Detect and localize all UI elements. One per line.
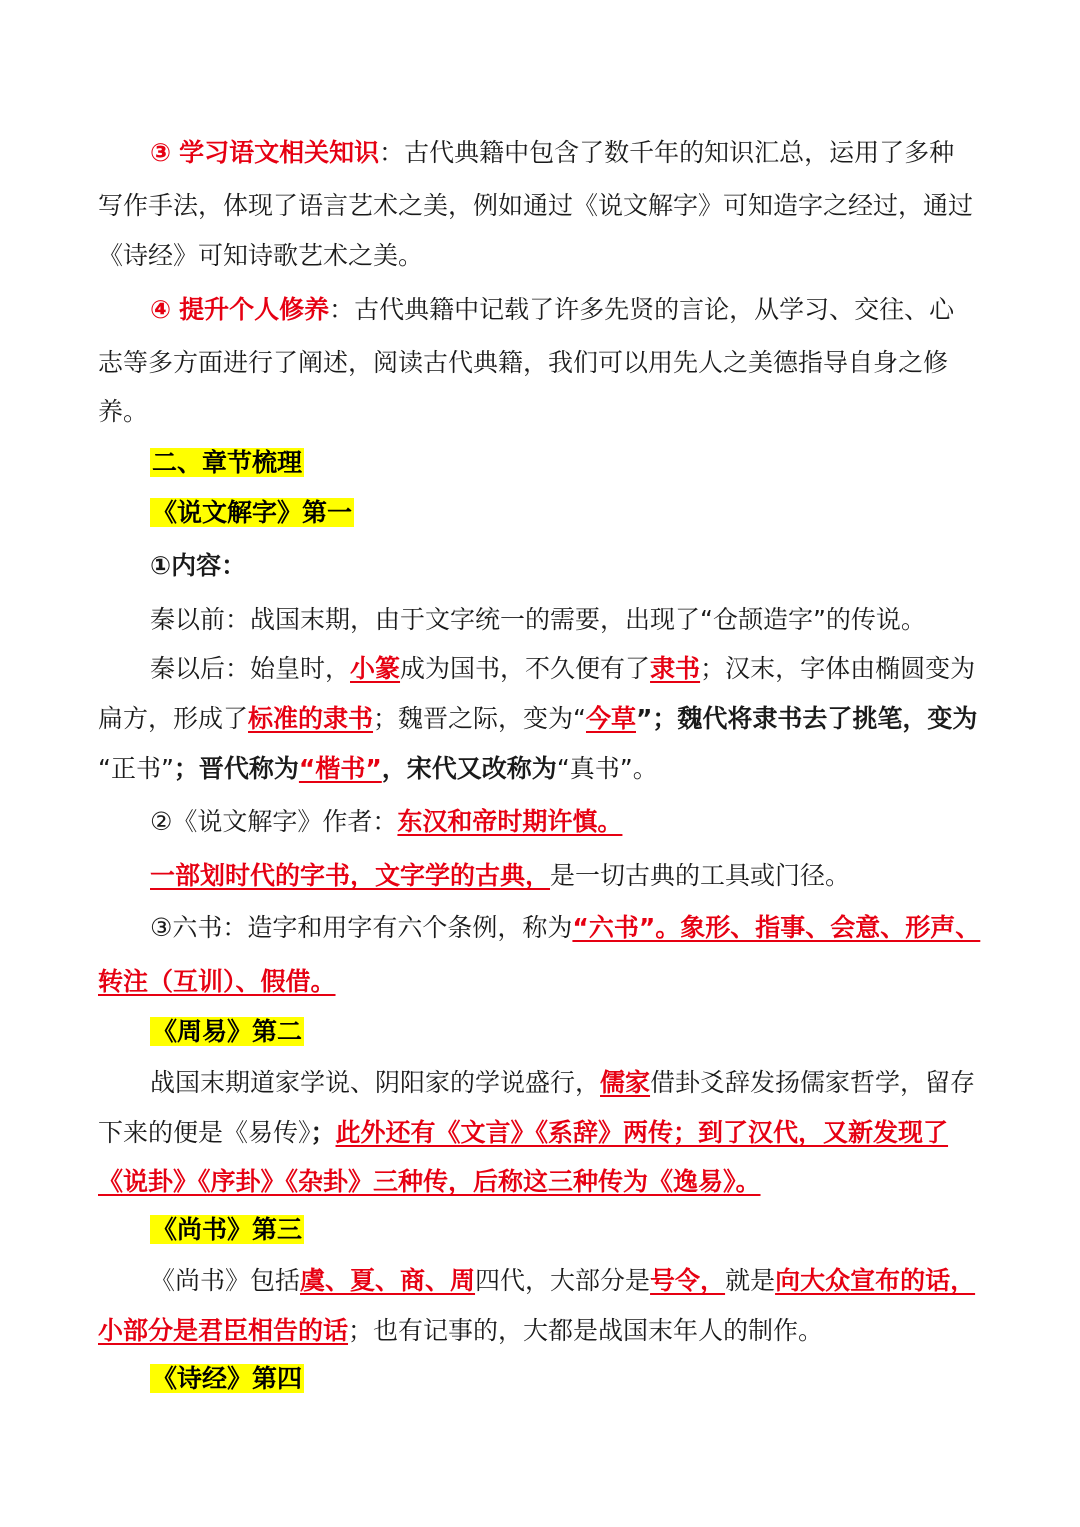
body-text: 就是: [725, 1266, 776, 1295]
paragraph-line: [150, 806, 622, 838]
keyword: “六书”。象形、指事、会意、形声、: [572, 913, 981, 942]
body-text: 志等多方面进行了阐述，阅读古代典籍，我们可以用先人之美德指导自身之修: [98, 348, 949, 377]
keyword: 号令，: [650, 1266, 726, 1295]
keyword: 小篆: [350, 654, 401, 683]
body-text: 借卦爻辞发扬儒家哲学，留存: [650, 1068, 976, 1097]
body-text: 成为国书，不久便有了: [400, 654, 651, 683]
highlighted-heading: 《说文解字》第一: [152, 498, 353, 527]
body-text: ②《说文解字》作者：: [150, 807, 398, 836]
keyword: 小部分是君臣相告的话: [98, 1316, 349, 1345]
paragraph-line: [150, 912, 980, 944]
paragraph-line: [98, 347, 948, 379]
paragraph-line: [150, 604, 926, 636]
paragraph-line: [98, 240, 423, 272]
keyword: 一部划时代的字书，文字学的古典，: [150, 861, 551, 890]
keyword: 今草: [585, 704, 636, 733]
keyword: 隶书: [650, 654, 701, 683]
body-text: 扁方，形成了: [98, 704, 249, 733]
highlighted-heading: 《诗经》第四: [152, 1364, 303, 1393]
body-text: 《尚书》包括: [150, 1266, 301, 1295]
paragraph-line: [98, 1315, 823, 1347]
chapter-heading: [150, 1214, 304, 1246]
list-number: ④: [150, 295, 172, 324]
keyword: “楷书”: [298, 754, 382, 783]
paragraph-line: [98, 1117, 948, 1149]
highlighted-heading: 《周易》第二: [152, 1017, 303, 1046]
paragraph-line: [98, 753, 658, 785]
paragraph-line: [98, 1166, 761, 1198]
body-text: 战国末期道家学说、阴阳家的学说盛行，: [150, 1068, 601, 1097]
body-text: 秦以前：战国末期，由于文字统一的需要，出现了“仓颉造字”的传说。: [150, 605, 926, 634]
point-title: 提升个人修养: [179, 295, 330, 324]
keyword: 标准的隶书: [248, 704, 374, 733]
bold-text: ；: [310, 1118, 336, 1147]
section-heading: [150, 447, 304, 479]
body-text: 下来的便是《易传》: [98, 1118, 311, 1147]
paragraph-line: [98, 190, 973, 222]
content-label-text: ①内容：: [150, 551, 247, 580]
keyword: 转注（互训）、假借。: [98, 967, 336, 996]
body-text: 四代，大部分是: [475, 1266, 651, 1295]
highlighted-heading: 《尚书》第三: [152, 1215, 303, 1244]
paragraph-line: [150, 1265, 975, 1297]
body-text: “正书”: [98, 754, 174, 783]
content-label: [150, 550, 246, 582]
highlighted-heading: 二、章节梳理: [152, 448, 303, 477]
list-number: ③: [150, 138, 172, 167]
keyword: 此外还有《文言》《系辞》两传；到了汉代，又新发现了: [335, 1118, 949, 1147]
paragraph-line: [150, 860, 850, 892]
paragraph-line: [150, 294, 954, 326]
bold-text: ，宋代又改称为: [381, 754, 557, 783]
body-text: 是一切古典的工具或门径。: [550, 861, 851, 890]
body-text: ；也有记事的，大都是战国末年人的制作。: [348, 1316, 824, 1345]
body-text: “真书”。: [556, 754, 658, 783]
body-text: ；魏晋之际，变为“: [373, 704, 586, 733]
body-text: 《诗经》可知诗歌艺术之美。: [98, 241, 424, 270]
chapter-heading: [150, 497, 354, 529]
paragraph-line: [150, 137, 954, 169]
body-text: 秦以后：始皇时，: [150, 654, 351, 683]
body-text: ：古代典籍中包含了数千年的知识汇总，运用了多种: [379, 138, 955, 167]
keyword: 《说卦》《序卦》《杂卦》三种传，后称这三种传为《逸易》。: [98, 1167, 761, 1196]
keyword: 儒家: [600, 1068, 651, 1097]
body-text: 养。: [98, 397, 149, 426]
bold-text: ”；魏代将隶书去了挑笔，变为: [636, 704, 978, 733]
keyword: 东汉和帝时期许慎。: [397, 807, 623, 836]
body-text: 写作手法，体现了语言艺术之美，例如通过《说文解字》可知造字之经过，通过: [98, 191, 974, 220]
paragraph-line: [150, 1067, 975, 1099]
body-text: ③六书：造字和用字有六个条例，称为: [150, 913, 573, 942]
paragraph-line: [98, 703, 977, 735]
body-text: ：古代典籍中记载了许多先贤的言论，从学习、交往、心: [329, 295, 955, 324]
paragraph-line: [150, 653, 975, 685]
keyword: 虞、夏、商、周: [300, 1266, 476, 1295]
keyword: 向大众宣布的话，: [775, 1266, 976, 1295]
paragraph-line: [98, 396, 148, 428]
point-title: 学习语文相关知识: [179, 138, 380, 167]
paragraph-line: [98, 966, 336, 998]
chapter-heading: [150, 1016, 304, 1048]
chapter-heading: [150, 1363, 304, 1395]
bold-text: ；晋代称为: [173, 754, 299, 783]
body-text: ；汉末，字体由椭圆变为: [700, 654, 976, 683]
